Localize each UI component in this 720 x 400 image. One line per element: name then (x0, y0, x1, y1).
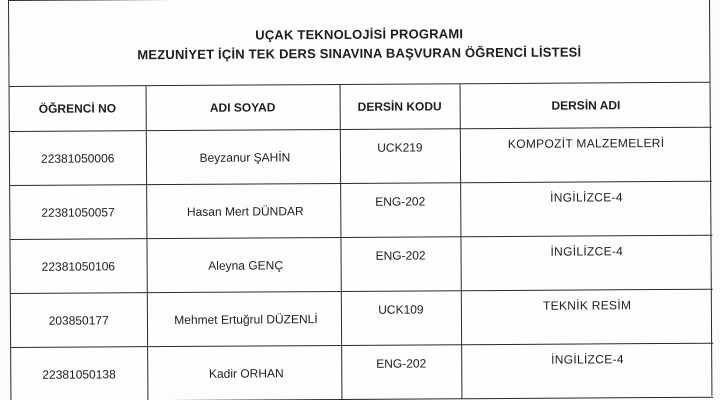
table-row (10, 127, 712, 185)
document-sheet (8, 0, 712, 400)
course-code-cell (341, 291, 461, 346)
course-code-text: UCK109 (378, 301, 424, 317)
course-name-text: TEKNİK RESİM (542, 297, 632, 313)
table-row (10, 235, 712, 293)
full-name-cell: Beyzanur ŞAHİN (146, 129, 340, 184)
course-name-cell (460, 127, 712, 183)
course-name-text: İNGİLİZCE-4 (551, 351, 624, 367)
student-no-cell: 22381050106 (10, 239, 146, 294)
full-name-cell: Mehmet Ertuğrul DÜZENLİ (147, 291, 341, 346)
course-code-text: ENG-202 (375, 193, 426, 209)
course-code-text: ENG-202 (376, 355, 427, 371)
table-row (11, 289, 713, 347)
course-code-text: UCK219 (377, 139, 423, 155)
course-name-text: KOMPOZİT MALZEMELERİ (507, 135, 665, 151)
title-block (9, 0, 710, 87)
course-code-cell (340, 183, 460, 238)
full-name-cell: Kadir ORHAN (147, 345, 341, 400)
course-name-cell (461, 289, 713, 345)
course-name-cell (460, 235, 712, 291)
student-no-cell: 22381050057 (10, 185, 146, 240)
table-row (10, 181, 712, 239)
course-name-cell (460, 181, 712, 237)
course-code-text: ENG-202 (375, 247, 426, 263)
student-no-cell: 22381050138 (11, 347, 147, 400)
header-course-code: DERSİN KODU (340, 84, 460, 129)
header-course-name: DERSİN ADI (460, 83, 712, 129)
full-name-cell: Aleyna GENÇ (146, 237, 340, 292)
header-full-name: ADI SOYAD (146, 85, 340, 131)
course-code-cell (340, 237, 460, 292)
student-no-cell: 22381050006 (10, 131, 146, 186)
course-name-text: İNGİLİZCE-4 (550, 243, 624, 259)
table-header-row (10, 83, 712, 132)
course-name-text: İNGİLİZCE-4 (550, 189, 623, 205)
course-code-cell (340, 129, 460, 184)
student-no-cell: 203850177 (11, 293, 147, 348)
header-student-no: ÖĞRENCİ NO (10, 86, 146, 131)
program-title: UÇAK TEKNOLOJİSİ PROGRAMI (255, 26, 464, 43)
list-title: MEZUNİYET İÇİN TEK DERS SINAVINA BAŞVURAN ÖĞRENCİ LİSTESİ (137, 44, 582, 63)
course-code-cell (341, 345, 461, 400)
table-row (11, 343, 713, 400)
full-name-cell: Hasan Mert DÜNDAR (146, 183, 340, 238)
student-table (10, 83, 714, 400)
course-name-cell (461, 343, 713, 399)
